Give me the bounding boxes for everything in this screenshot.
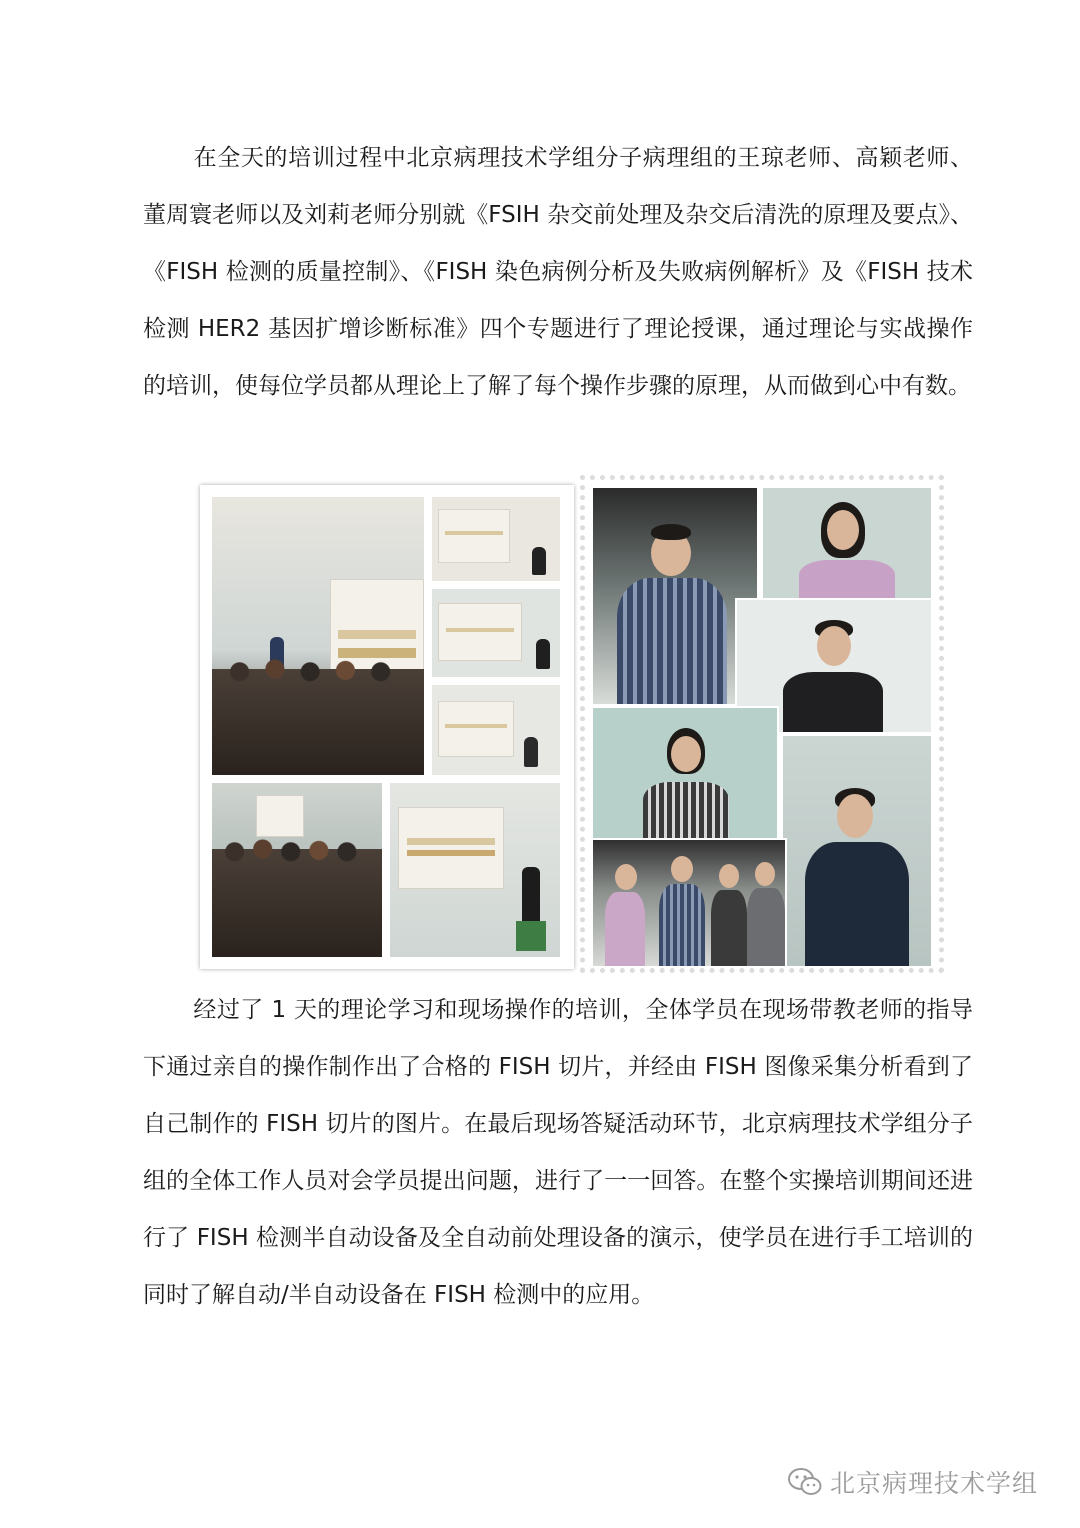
lecture-slide-photo-1: [432, 497, 560, 581]
paragraph-1: [143, 130, 973, 415]
paragraph-1-text: 在全天的培训过程中北京病理技术学组分子病理组的王琼老师、高颖老师、董周寰老师以及刘莉老师分别就《FSIH 杂交前处理及杂交后清洗的原理及要点》、《FISH 检测的质量控制》、《FISH 染色病例分析及失败病例解析》及《FISH 技术检测 HER2 基因扩增诊断标准》四个专题进行了理论授课，通过理论与实战操作的培训，使每位学员都从理论上了解了每个操作步骤的原理，从而做到心中有数。: [143, 145, 973, 399]
audience-photo: [212, 783, 382, 957]
speaker-at-podium-photo: [390, 783, 560, 957]
wechat-icon: [788, 1467, 822, 1497]
lecture-slide-photo-3: [432, 685, 560, 775]
lecture-room-photo: [212, 497, 424, 775]
paragraph-2-text: 经过了 1 天的理论学习和现场操作的培训，全体学员在现场带教老师的指导下通过亲自的操作制作出了合格的 FISH 切片，并经由 FISH 图像采集分析看到了自己制作的 FISH 切片的图片。在最后现场答疑活动环节，北京病理技术学组分子组的全体工作人员对会学员提出问题，进行了一一回答。在整个实操培训期间还进行了 FISH 检测半自动设备及全自动前处理设备的演示，使学员在进行手工培训的同时了解自动/半自动设备在 FISH 检测中的应用。: [143, 997, 973, 1308]
female-speaker-microphone-photo: [781, 734, 933, 968]
female-speaker-striped-photo: [591, 706, 779, 840]
lecture-photo-collage: [200, 485, 574, 969]
paragraph-2: [143, 982, 973, 1324]
male-speaker-photo: [591, 486, 759, 706]
account-name: 北京病理技术学组: [830, 1469, 1039, 1498]
lecture-slide-photo-2: [432, 589, 560, 677]
group-discussion-photo: [591, 838, 787, 968]
female-speaker-pink-photo: [761, 486, 933, 604]
speaker-photo-collage: [580, 475, 944, 973]
wechat-account-watermark: [788, 1462, 1038, 1502]
